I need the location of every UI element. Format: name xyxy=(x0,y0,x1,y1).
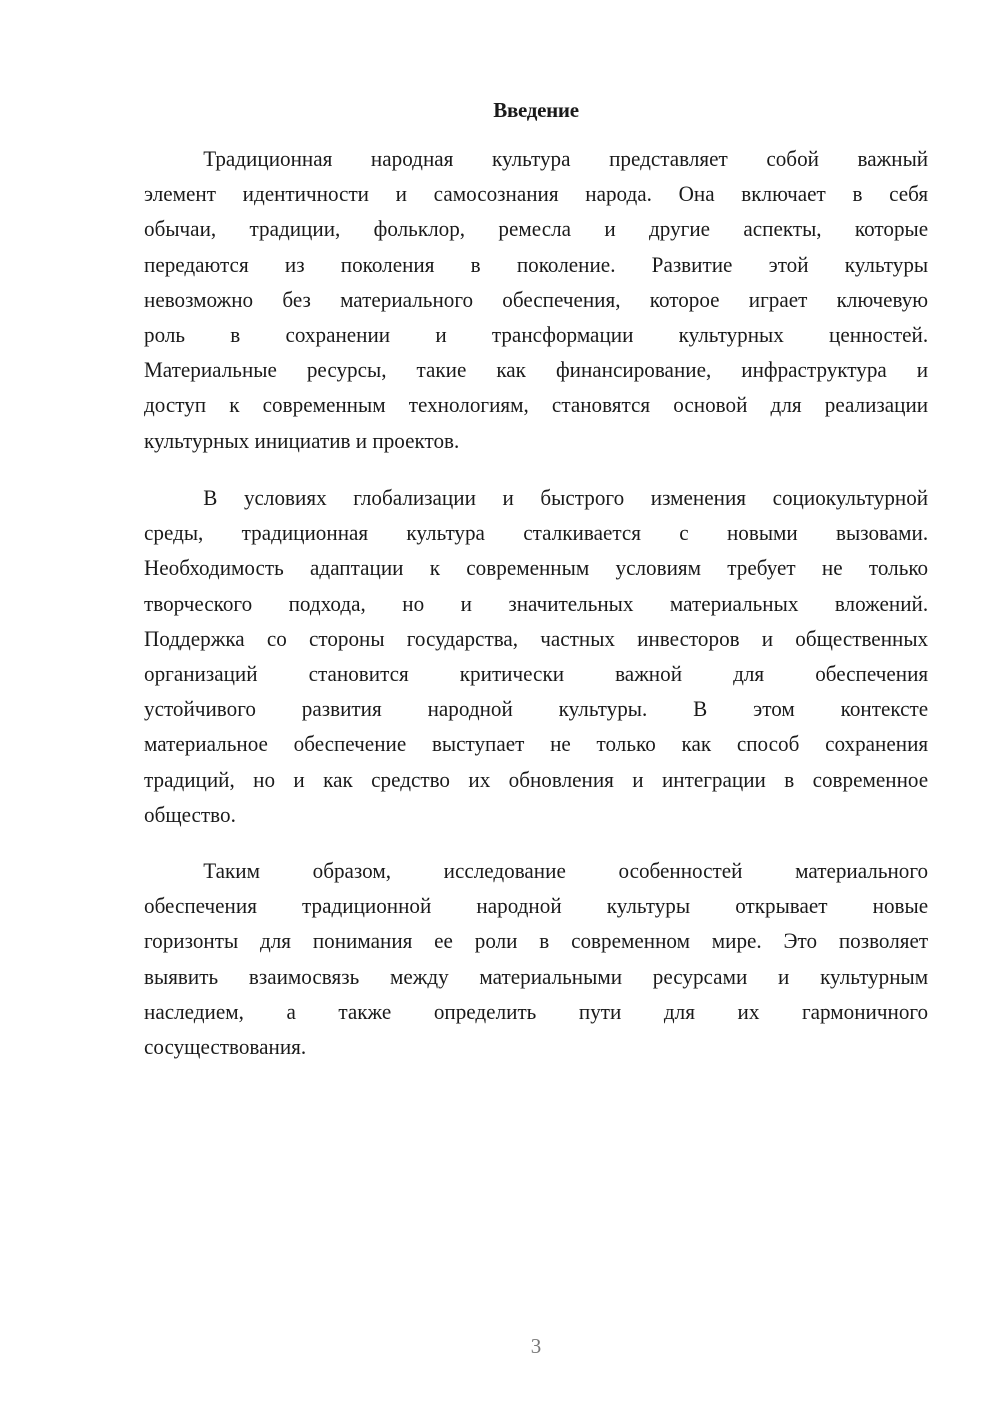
text-line: Таким образом, исследование особенностей материального xyxy=(203,858,929,883)
text-line: обеспечения традиционной народной культуры открывает новые xyxy=(144,893,929,919)
text-line: выявить взаимосвязь между материальными ресурсами и культурным xyxy=(144,963,929,989)
text-line: передаются из поколения в поколение. Развитие этой культуры xyxy=(144,251,929,277)
text-line: В условиях глобализации и быстрого изменения социокультурной xyxy=(203,485,929,510)
text-line: среды, традиционная культура сталкивается с новыми вызовами. xyxy=(144,520,929,546)
paragraph-1 xyxy=(144,141,928,458)
text-line: элемент идентичности и самосознания народа. Она включает в себя xyxy=(144,181,929,207)
text-line: доступ к современным технологиям, становятся основой для реализации xyxy=(144,392,929,418)
text-line: сосуществования. xyxy=(144,1033,307,1059)
text-line: Поддержка со стороны государства, частных инвесторов и общественных xyxy=(144,625,929,651)
text-line: общество. xyxy=(144,801,236,827)
text-line: материальное обеспечение выступает не только как способ сохранения xyxy=(144,731,929,757)
page-number: 3 xyxy=(530,1334,542,1358)
text-line: культурных инициатив и проектов. xyxy=(144,427,460,453)
text-line: Необходимость адаптации к современным условиям требует не только xyxy=(144,555,929,581)
paragraph-3 xyxy=(144,853,928,1064)
text-line: наследием, а также определить пути для их гармоничного xyxy=(144,998,929,1024)
text-line: творческого подхода, но и значительных материальных вложений. xyxy=(144,590,929,616)
paragraph-2 xyxy=(144,480,928,832)
section-heading: Введение xyxy=(493,98,579,122)
text-line: организаций становится критически важной для обеспечения xyxy=(144,660,929,686)
text-line: роль в сохранении и трансформации культурных ценностей. xyxy=(144,321,929,347)
text-line: Материальные ресурсы, такие как финансирование, инфраструктура и xyxy=(144,357,929,383)
text-line: устойчивого развития народной культуры. В этом контексте xyxy=(144,696,929,722)
text-line: невозможно без материального обеспечения, которое играет ключевую xyxy=(144,286,929,312)
text-line: традиций, но и как средство их обновления и интеграции в современное xyxy=(144,766,929,792)
text-line: обычаи, традиции, фольклор, ремесла и другие аспекты, которые xyxy=(144,216,929,242)
text-line: Традиционная народная культура представляет собой важный xyxy=(203,146,929,171)
text-line: горизонты для понимания ее роли в современном мире. Это позволяет xyxy=(144,928,929,954)
